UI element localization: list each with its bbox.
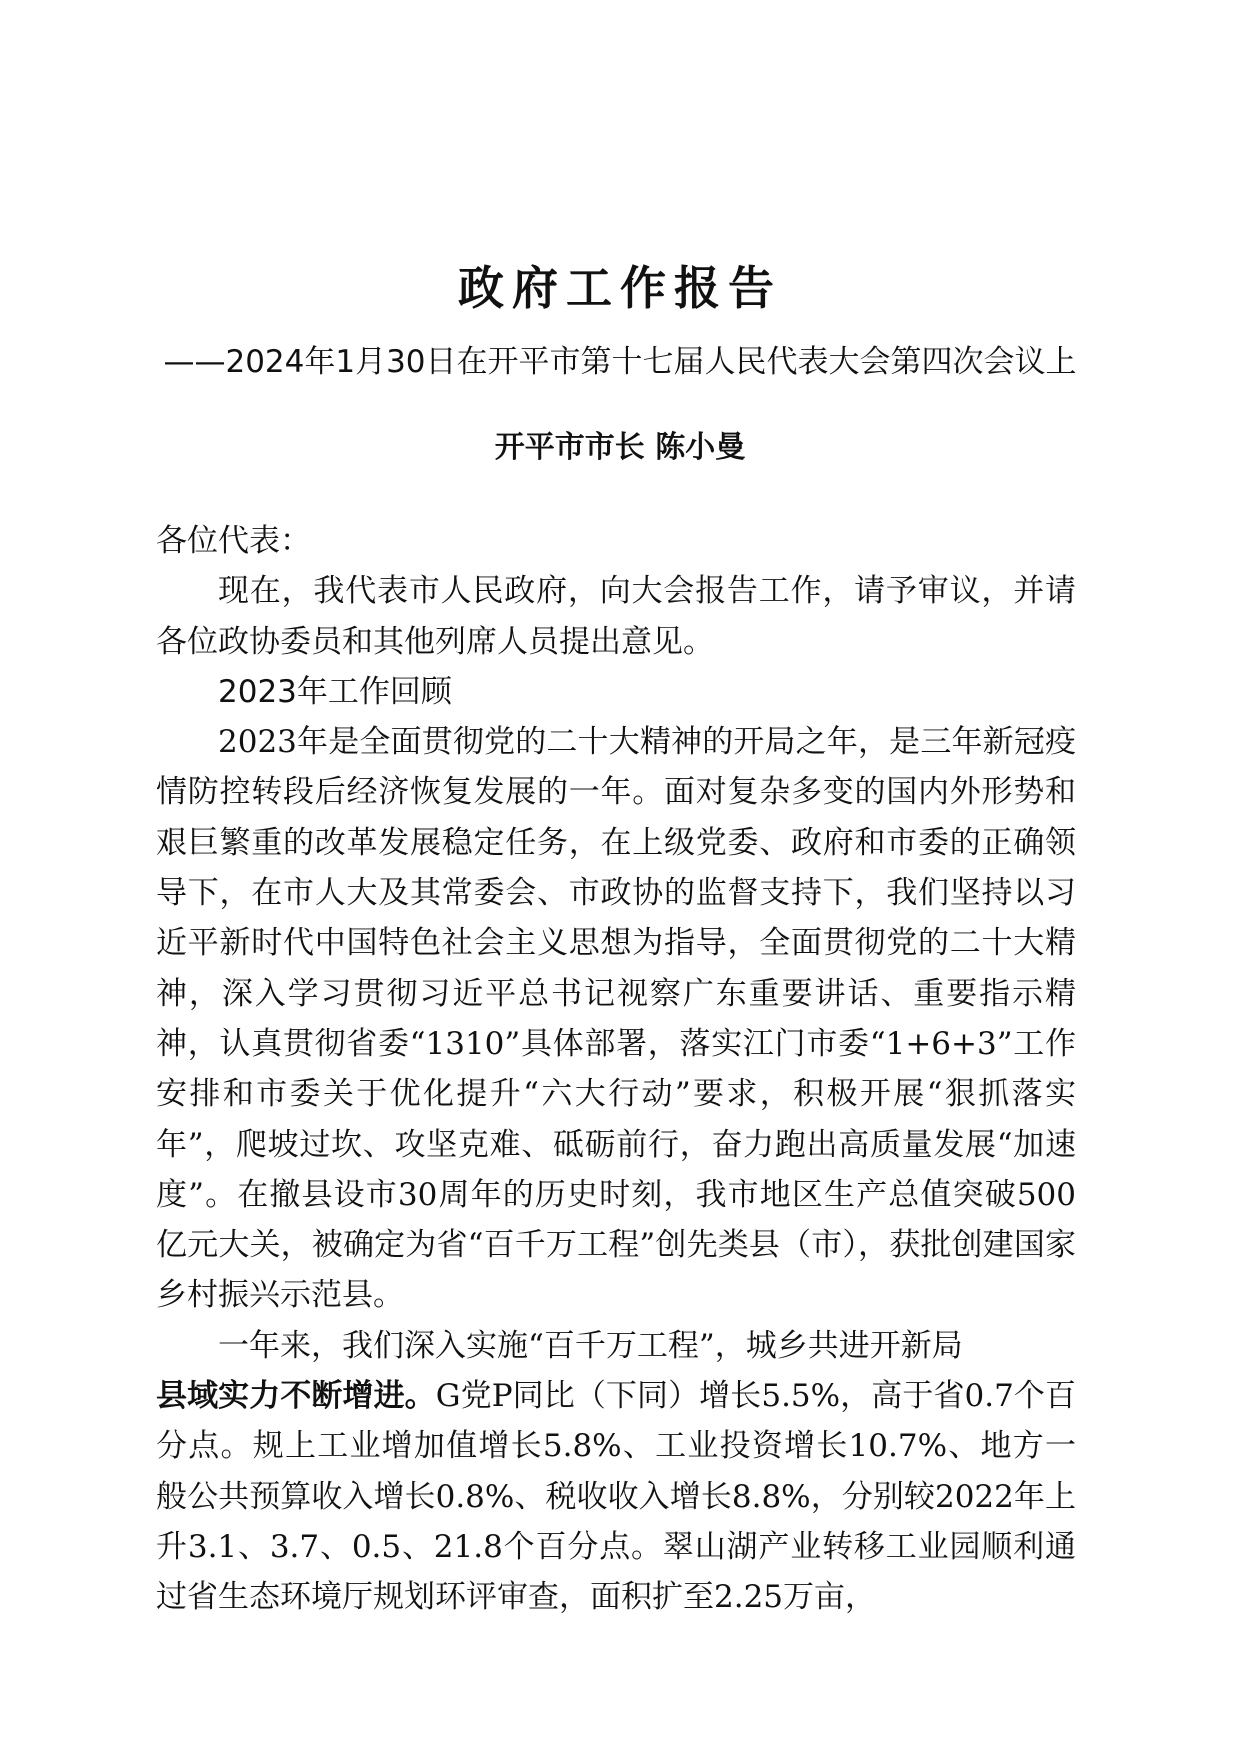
paragraph-strong-heading: 县域实力不断增进。 <box>156 1378 436 1415</box>
review-paragraph: 2023年是全面贯彻党的二十大精神的开局之年，是三年新冠疫情防控转段后经济恢复发展的一年。面对复杂多变的国内外形势和艰巨繁重的改革发展稳定任务，在上级党委、政府和市委的正确领导下，在市人大及其常委会、市政协的监督支持下，我们坚持以习近平新时代中国特色社会主义思想为指导，全面贯彻党的二十大精神，深入学习贯彻习近平总书记视察广东重要讲话、重要指示精神，认真贯彻省委“1310”具体部署，落实江门市委“1+6+3”工作安排和市委关于优化提升“六大行动”要求，积极开展“狠抓落实年”，爬坡过坎、攻坚克难、砥砺前行，奋力跑出高质量发展“加速度”。在撤县设市30周年的历史时刻，我市地区生产总值突破500亿元大关，被确定为省“百千万工程”创先类县（市），获批创建国家乡村振兴示范县。 <box>156 724 1076 1314</box>
achievements-paragraph <box>156 1321 1076 1623</box>
report-body <box>156 516 1076 1623</box>
intro-paragraph: 现在，我代表市人民政府，向大会报告工作，请予审议，并请各位政协委员和其他列席人员提出意见。 <box>156 573 1076 660</box>
salutation: 各位代表： <box>156 523 311 559</box>
section-heading: 2023年工作回顾 <box>218 673 452 710</box>
paragraph-rest: G党P同比（下同）增长5.5%，高于省0.7个百分点。规上工业增加值增长5.8%、工业投资增长10.7%、地方一般公共预算收入增长0.8%、税收收入增长8.8%，分别较2022年上升3.1、3.7、0.5、21.8个百分点。翠山湖产业转移工业园顺利通过省生态环境厅规划环评审查，面积扩至2.25万亩， <box>156 1378 1076 1616</box>
subtitle: ——2024年1月30日在开平市第十七届人民代表大会第四次会议上 <box>163 344 1077 380</box>
paragraph-lead: 一年来，我们深入实施“百千万工程”，城乡共进开新局 <box>218 1327 963 1364</box>
page-title: 政府工作报告 <box>458 261 782 315</box>
author-line: 开平市市长 陈小曼 <box>494 430 746 465</box>
